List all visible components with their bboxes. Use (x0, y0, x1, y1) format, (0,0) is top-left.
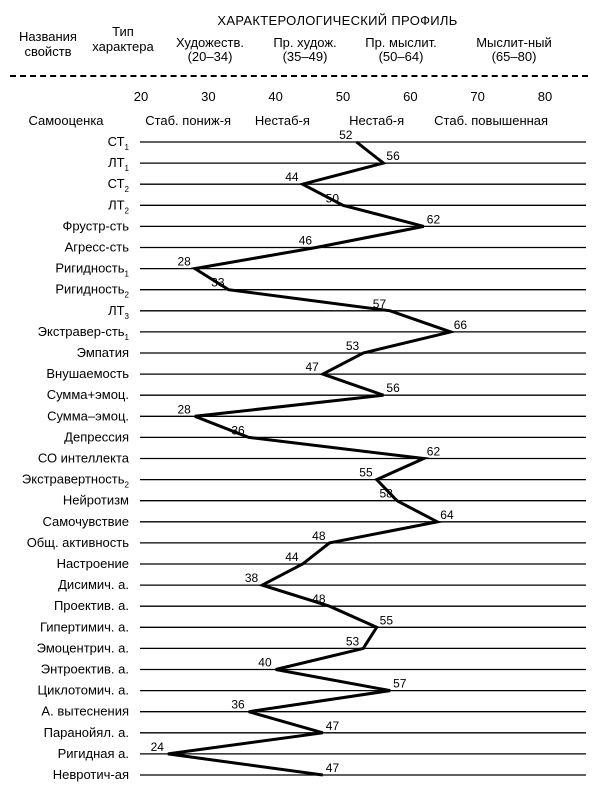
row-label-28: Паранойял. а. (43, 724, 129, 740)
row-label-2: $СТ_2$ (107, 176, 129, 195)
row-label-3: $ЛТ_2$ (108, 197, 129, 216)
profile-pre-thinking-range: (50–64) (378, 49, 424, 64)
x-tick-labels (134, 89, 552, 104)
zone-label-2: Нестаб-я (349, 113, 405, 128)
value-label-15: 62 (426, 444, 441, 459)
row-label-1: $ЛТ_1$ (108, 155, 129, 174)
profile-pre-artistic-name: Пр. худож. (273, 35, 337, 50)
profile-thinking-name: Мыслит-ный (476, 35, 552, 50)
row-label-sub-6: 1 (124, 269, 129, 279)
value-label-27: 36 (231, 697, 245, 712)
x-tick-40: 40 (268, 89, 283, 104)
profile-pre-thinking-name: Пр. мыслит. (365, 35, 437, 50)
row-header-self-esteem: Самооценка (28, 113, 104, 128)
row-label-sub-9: 1 (124, 332, 129, 342)
row-label-23: Гипертимич. а. (39, 619, 129, 635)
row-label-sub-3: 2 (124, 206, 129, 216)
row-label-30: Невротич-ая (52, 767, 129, 782)
zone-label-3: Стаб. повышенная (434, 113, 549, 128)
value-label-2: 44 (285, 170, 299, 185)
value-label-28: 47 (325, 718, 340, 733)
row-label-15: СО интеллекта (37, 450, 129, 466)
row-label-21: Дисимич. а. (58, 577, 129, 593)
value-label-29: 24 (150, 739, 164, 754)
x-tick-20: 20 (133, 89, 149, 104)
row-label-27: А. вытеснения (41, 703, 129, 719)
profile-artistic-range: (20–34) (187, 49, 233, 64)
zone-labels (145, 113, 548, 128)
value-label-11: 47 (305, 360, 319, 375)
col-type-line1: Тип (112, 24, 134, 39)
x-tick-50: 50 (335, 89, 351, 104)
row-label-8: $ЛТ_3$ (108, 302, 129, 321)
row-label-13: Сумма–эмоц. (47, 408, 129, 424)
row-label-16: Экстравертность$_2$ (21, 471, 129, 490)
row-label-sub-1: 1 (124, 164, 129, 174)
row-label-12: Сумма+эмоц. (46, 387, 129, 403)
value-label-8: 57 (372, 296, 387, 311)
row-label-sub-0: 1 (124, 143, 129, 152)
row-label-6: Ригидность$_1$ (55, 260, 129, 279)
row-label-4: Фрустр-сть (62, 218, 129, 234)
row-label-19: Общ. активность (26, 534, 129, 550)
value-label-22: 48 (312, 592, 326, 607)
value-label-26: 57 (393, 676, 407, 691)
row-label-10: Эмпатия (76, 345, 129, 360)
row-label-sub-16: 2 (124, 480, 129, 490)
value-label-6: 28 (177, 254, 191, 269)
row-label-18: Самочувствие (42, 513, 129, 529)
value-label-17: 58 (379, 486, 393, 501)
row-label-29: Ригидная а. (57, 745, 129, 761)
row-label-sub-2: 2 (124, 185, 129, 195)
value-label-0: 52 (339, 128, 353, 142)
value-label-25: 40 (258, 655, 272, 670)
value-label-14: 36 (231, 423, 245, 438)
row-label-7: Ригидность$_2$ (55, 281, 129, 300)
row-label-sub-8: 3 (124, 311, 129, 321)
value-label-7: 33 (211, 275, 225, 290)
profile-pre-artistic-range: (35–49) (282, 49, 328, 64)
zone-label-1: Нестаб-я (254, 113, 310, 128)
value-label-12: 56 (386, 381, 400, 396)
x-tick-80: 80 (537, 89, 553, 104)
row-label-26: Циклотомич. а. (37, 682, 129, 698)
value-label-24: 53 (345, 634, 360, 649)
value-label-21: 38 (244, 571, 259, 586)
row-label-14: Депрессия (64, 429, 129, 445)
row-label-17: Нейротизм (62, 492, 129, 508)
value-label-16: 55 (359, 465, 373, 480)
value-label-3: 50 (325, 191, 339, 206)
profile-artistic-name: Художеств. (175, 35, 245, 50)
zone-label-0: Стаб. пониж-я (145, 113, 232, 128)
value-label-18: 64 (440, 507, 454, 522)
value-label-9: 66 (453, 317, 468, 332)
col-type-line2: характера (92, 39, 154, 54)
value-label-13: 28 (177, 402, 191, 417)
x-tick-30: 30 (201, 89, 216, 104)
row-label-sub-7: 2 (124, 290, 129, 300)
value-label-19: 48 (312, 528, 326, 543)
value-label-1: 56 (386, 149, 400, 164)
row-label-5: Агресс-сть (64, 239, 129, 255)
x-tick-70: 70 (470, 89, 485, 104)
profile-thinking-range: (65–80) (491, 49, 537, 64)
row-label-22: Проектив. а. (53, 598, 129, 614)
row-label-24: Эмоцентрич. а. (36, 640, 129, 656)
value-label-4: 62 (426, 212, 441, 227)
row-label-25: Энтроектив. а. (40, 661, 129, 677)
row-label-11: Внушаемость (46, 366, 129, 382)
profile-title: ХАРАКТЕРОЛОГИЧЕСКИЙ ПРОФИЛЬ (217, 13, 458, 28)
row-label-20: Настроение (56, 556, 129, 571)
row-label-9: Экстравер-сть$_1$ (37, 323, 129, 342)
col-names-line2: свойств (24, 44, 72, 59)
row-label-0: $СТ_1$ (107, 134, 129, 152)
row-labels (22, 134, 130, 782)
col-names-line1: Названия (19, 29, 77, 44)
value-label-5: 46 (298, 233, 313, 248)
value-label-23: 55 (379, 613, 394, 628)
value-label-20: 44 (285, 550, 299, 564)
value-label-10: 53 (345, 339, 360, 353)
value-label-30: 47 (325, 761, 340, 775)
x-tick-60: 60 (403, 89, 418, 104)
